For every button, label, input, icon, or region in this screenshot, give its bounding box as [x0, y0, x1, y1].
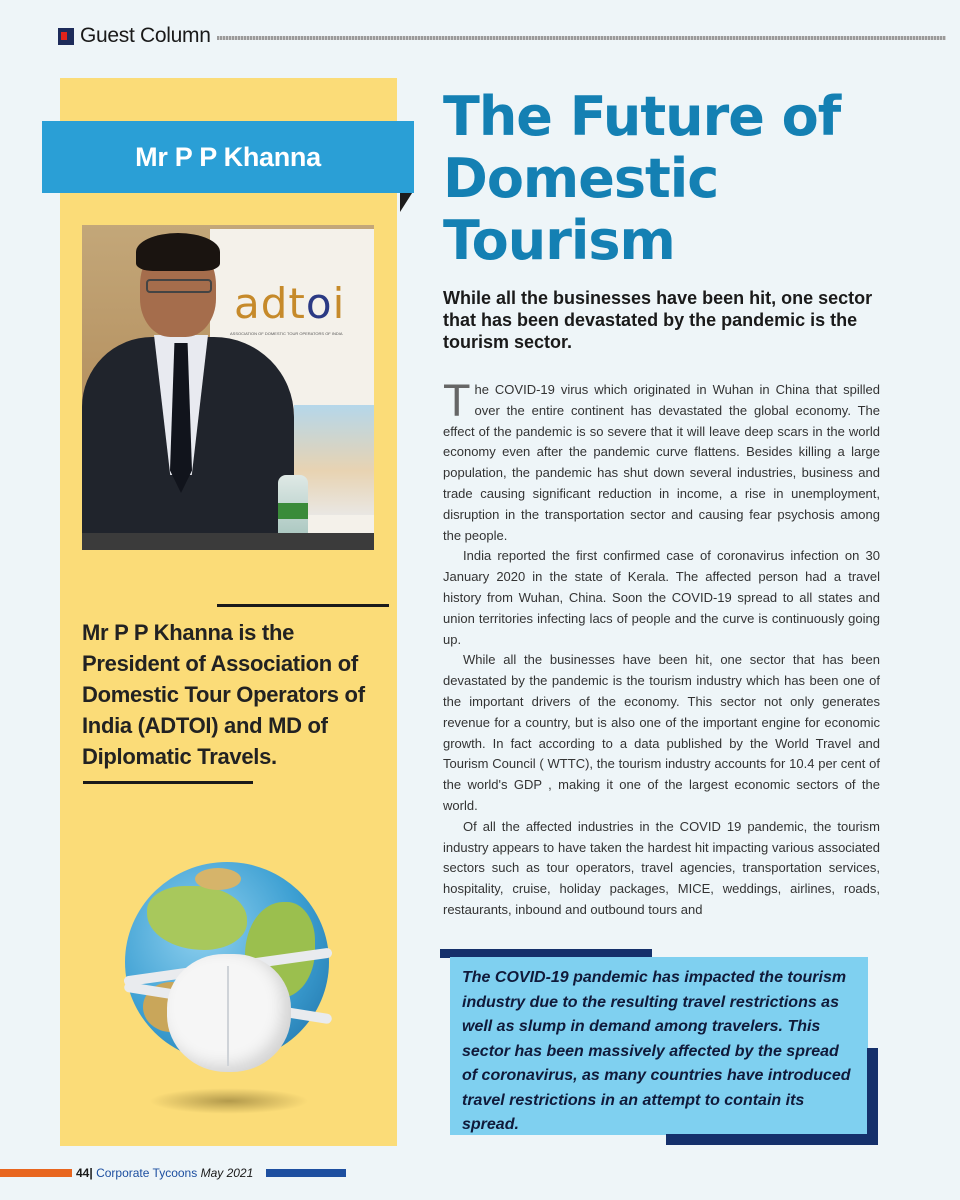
pull-quote: The COVID-19 pandemic has impacted the tourism industry due to the resulting travel restrictions as well as slump in demand among travelers. This sector has been massively affected by the spread of coronavirus, as many countries have introduced travel restrictions in an attempt to contain its spread.: [462, 969, 851, 1133]
quote-rule-bottom: [83, 781, 253, 784]
section-title: Guest Column: [80, 24, 211, 47]
globe-with-mask-icon: [125, 862, 331, 1122]
water-bottle-label: [278, 503, 308, 519]
author-name-banner: [42, 121, 414, 193]
face-mask: [167, 954, 291, 1072]
brand-logo-icon: [58, 28, 74, 45]
page-footer: [0, 1163, 960, 1183]
person-hair: [136, 233, 220, 271]
globe-shadow: [149, 1088, 309, 1114]
article-headline: The Future of Domestic Tourism: [443, 85, 841, 272]
article-body: [443, 375, 880, 921]
footer-folio: 44| Corporate Tycoons May 2021: [76, 1166, 254, 1180]
author-bio: Mr P P Khanna is the President of Association of Domestic Tour Operators of India (ADTOI) and MD of Diplomatic Travels.: [82, 620, 365, 769]
banner-shadow: [400, 190, 414, 212]
footer-blue-bar: [266, 1169, 346, 1177]
drop-cap: T: [443, 375, 471, 426]
footer-orange-bar: [0, 1169, 72, 1177]
adtoi-logo: adtoi: [234, 279, 346, 328]
callout-accent-right: [867, 1048, 878, 1145]
table: [82, 533, 374, 550]
page-number: 44: [76, 1166, 90, 1180]
author-name: Mr P P Khanna: [135, 141, 321, 172]
publication-name: Corporate Tycoons: [96, 1166, 198, 1180]
mask-seam: [227, 966, 229, 1066]
author-photo: [82, 225, 374, 550]
person-glasses: [146, 279, 212, 293]
issue-date: May 2021: [200, 1166, 254, 1180]
body-paragraph: While all the businesses have been hit, one sector that has been devastated by the pandemic is the tourism industry which has been one of the important drivers of the economy. This sector not only generates revenue for a country, but is also one of the important engine for economic growth. In fact according to a data published by the World Travel and Tourism Council ( WTTC), the tourism industry accounts for 10.4 per cent of the world's GDP , making it one of the largest economic sectors of the world.: [443, 652, 880, 813]
quote-rule-top: [217, 604, 389, 607]
adtoi-logo-subtext: ASSOCIATION OF DOMESTIC TOUR OPERATORS OF INDIA: [230, 331, 343, 336]
article-standfirst: While all the businesses have been hit, one sector that has been devastated by the pandemic is the tourism sector.: [443, 288, 873, 352]
body-paragraph: The COVID-19 virus which originated in Wuhan in China that spilled over the entire continent has devastated the global economy. The effect of the pandemic is so severe that it will leave deep scars in the world economy even after the pandemic curve flattens. Besides killing a large population, the pandemic has shut down several industries, business and trade causing significant reduction in income, a rise in unemployment, disruption in the transportation sector and causing fear psychosis among the people.: [443, 375, 880, 543]
body-paragraph: India reported the first confirmed case of coronavirus infection on 30 January 2020 in the state of Kerala. The affected person had a travel history from Wuhan, China. Soon the COVID-19 spread to all states and union territories infecting lacs of people and the curve is continuously going up.: [443, 548, 880, 647]
section-rule: [217, 36, 946, 40]
body-paragraph: Of all the affected industries in the COVID 19 pandemic, the tourism industry appears to have taken the hardest hit impacting various associated sectors such as tour operators, travel agencies, transportation services, hospitality, cruise, holiday packages, MICE, weddings, airlines, roads, restaurants, inbound and outbound tours and: [443, 818, 880, 917]
section-header: [58, 22, 946, 50]
